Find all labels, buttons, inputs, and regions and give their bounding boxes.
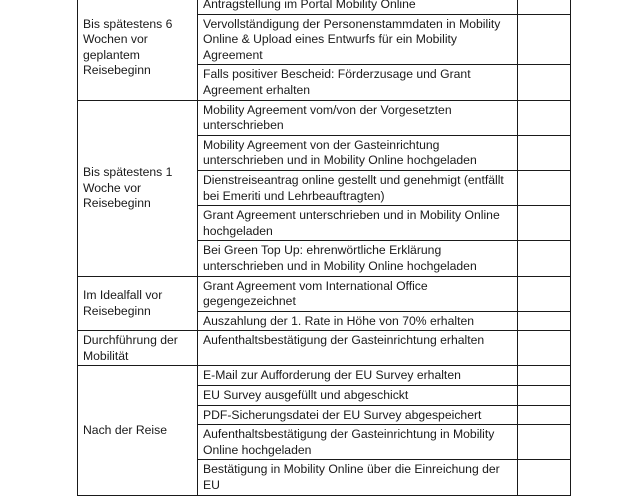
task-item: Aufenthaltsbestätigung der Gasteinrichtung erhalten [198, 331, 518, 366]
check-cell [518, 366, 571, 386]
check-cell [518, 100, 571, 135]
phase-label: Bis spätestens 1 Woche vor Reisebeginn [78, 100, 198, 276]
task-item: Bei Green Top Up: ehrenwörtliche Erklärung unterschrieben und in Mobility Online hochgeladen [198, 241, 518, 276]
table-row [78, 100, 571, 135]
task-item: Mobility Agreement von der Gasteinrichtung unterschrieben und in Mobility Online hochgeladen [198, 135, 518, 170]
task-item: Antragstellung im Portal Mobility Online [198, 0, 518, 14]
check-cell [518, 65, 571, 100]
phase-label: Durchführung der Mobilität [78, 331, 198, 366]
phase-label: Nach der Reise [78, 366, 198, 495]
task-item: Grant Agreement unterschrieben und in Mobility Online hochgeladen [198, 206, 518, 241]
task-item: E-Mail zur Aufforderung der EU Survey erhalten [198, 366, 518, 386]
check-cell [518, 425, 571, 460]
phase-label: Bis spätestens 6 Wochen vor geplantem Reisebeginn [78, 0, 198, 100]
table-row [78, 276, 571, 311]
task-item: Dienstreiseantrag online gestellt und genehmigt (entfällt bei Emeriti und Lehrbeauftragten) [198, 170, 518, 205]
phase-label: Im Idealfall vor Reisebeginn [78, 276, 198, 331]
task-item: Grant Agreement vom International Office gegengezeichnet [198, 276, 518, 311]
check-cell [518, 0, 571, 14]
check-cell [518, 276, 571, 311]
task-item: Auszahlung der 1. Rate in Höhe von 70% erhalten [198, 311, 518, 331]
task-item: EU Survey ausgefüllt und abgeschickt [198, 386, 518, 406]
table-row [78, 366, 571, 386]
task-item: Vervollständigung der Personenstammdaten in Mobility Online & Upload eines Entwurfs für ein Mobility Agreement [198, 14, 518, 65]
check-cell [518, 241, 571, 276]
check-cell [518, 331, 571, 366]
checklist-table [77, 0, 571, 496]
check-cell [518, 135, 571, 170]
task-item: Mobility Agreement vom/von der Vorgesetzten unterschrieben [198, 100, 518, 135]
check-cell [518, 405, 571, 425]
check-cell [518, 386, 571, 406]
check-cell [518, 311, 571, 331]
check-cell [518, 206, 571, 241]
task-item: Falls positiver Bescheid: Förderzusage und Grant Agreement erhalten [198, 65, 518, 100]
task-item: Aufenthaltsbestätigung der Gasteinrichtung in Mobility Online hochgeladen [198, 425, 518, 460]
task-item: Bestätigung in Mobility Online über die Einreichung der EU [198, 460, 518, 495]
check-cell [518, 170, 571, 205]
check-cell [518, 14, 571, 65]
table-row [78, 0, 571, 14]
table-row [78, 331, 571, 366]
check-cell [518, 460, 571, 495]
task-item: PDF-Sicherungsdatei der EU Survey abgespeichert [198, 405, 518, 425]
